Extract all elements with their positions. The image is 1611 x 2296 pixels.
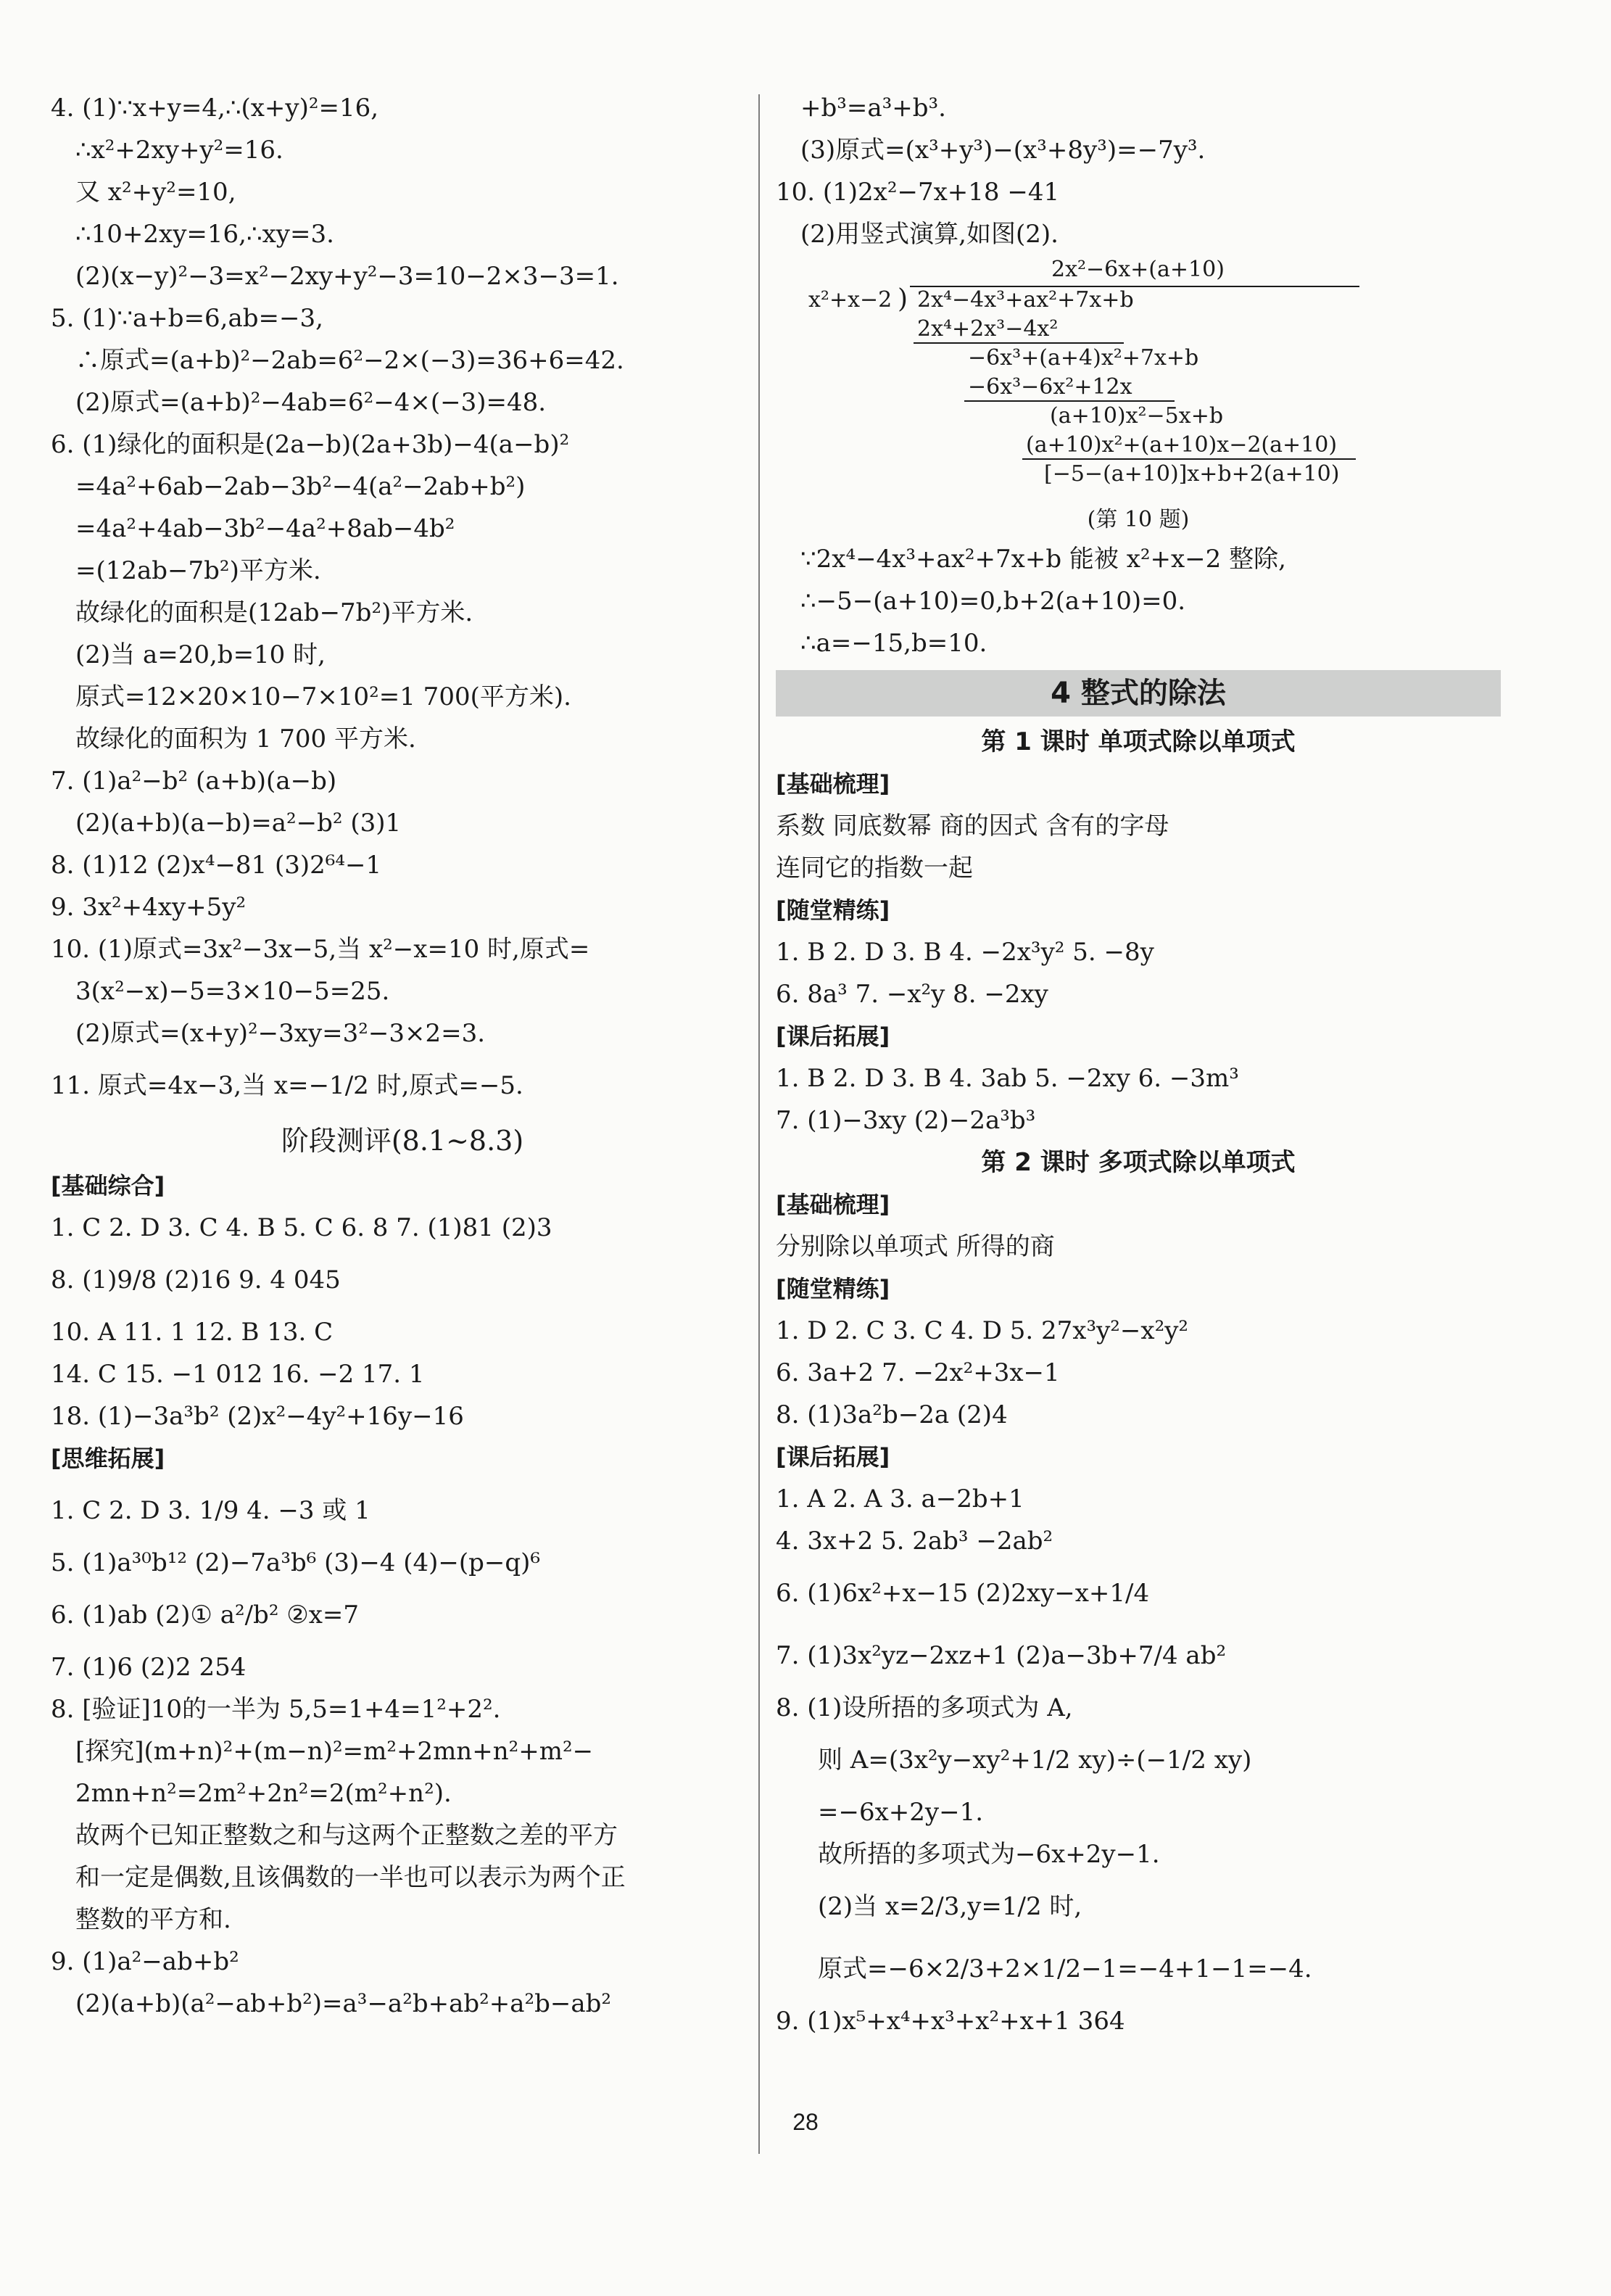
division-dividend: 2x⁴−4x³+ax²+7x+b <box>917 287 1134 313</box>
answer-line: 故绿化的面积是(12ab−7b²)平方米. <box>75 598 473 627</box>
answer-line: ∴a=−15,b=10. <box>800 629 987 658</box>
answer-line: 6. (1)绿化的面积是(2a−b)(2a+3b)−4(a−b)² <box>51 430 570 459</box>
after-class-label: [课后拓展] <box>776 1023 890 1050</box>
answer-line: (2)用竖式演算,如图(2). <box>800 220 1059 249</box>
answer-line: 14. C 15. −1 012 16. −2 17. 1 <box>51 1360 425 1389</box>
class-practice-label: [随堂精练] <box>776 1275 890 1302</box>
answer-line: 7. (1)3x²yz−2xz+1 (2)a−3b+7/4 ab² <box>776 1641 1227 1670</box>
answer-line: 5. (1)∵a+b=6,ab=−3, <box>51 304 323 333</box>
answer-line: =(12ab−7b²)平方米. <box>75 556 321 585</box>
lesson-title: 第 1 课时 单项式除以单项式 <box>981 727 1296 756</box>
basic-review-label: [基础梳理] <box>776 1191 890 1218</box>
answer-line: 10. A 11. 1 12. B 13. C <box>51 1318 334 1347</box>
answer-line: 8. (1)设所捂的多项式为 A, <box>776 1693 1073 1722</box>
answer-line: (2)原式=(x+y)²−3xy=3²−3×2=3. <box>75 1019 486 1048</box>
answer-line: (2)当 a=20,b=10 时, <box>75 640 326 669</box>
answer-line: =4a²+6ab−2ab−3b²−4(a²−2ab+b²) <box>75 472 526 501</box>
answer-line: ∴10+2xy=16,∴xy=3. <box>75 220 334 249</box>
answer-line: 4. 3x+2 5. 2ab³ −2ab² <box>776 1527 1053 1556</box>
answer-line: ∴x²+2xy+y²=16. <box>75 136 283 165</box>
answer-line: 5. (1)a³⁰b¹² (2)−7a³b⁶ (3)−4 (4)−(p−q)⁶ <box>51 1548 541 1577</box>
answer-line: 故所捂的多项式为−6x+2y−1. <box>818 1840 1160 1869</box>
answer-line: 原式=12×20×10−7×10²=1 700(平方米). <box>75 682 571 711</box>
answer-line: 7. (1)6 (2)2 254 <box>51 1653 247 1682</box>
answer-line: (2)(x−y)²−3=x²−2xy+y²−3=10−2×3−3=1. <box>75 262 619 291</box>
answer-line: 7. (1)−3xy (2)−2a³b³ <box>776 1106 1036 1135</box>
long-division-diagram <box>776 255 1501 502</box>
division-remainder: −6x³+(a+4)x²+7x+b <box>968 345 1199 371</box>
answer-line: (2)当 x=2/3,y=1/2 时, <box>818 1892 1082 1921</box>
answer-line: 1. C 2. D 3. C 4. B 5. C 6. 8 7. (1)81 (2)3 <box>51 1213 552 1242</box>
thinking-extension-label: [思维拓展] <box>51 1445 165 1472</box>
division-rule <box>914 342 1124 344</box>
division-rule <box>964 400 1175 402</box>
answer-line: 6. 8a³ 7. −x²y 8. −2xy <box>776 980 1048 1009</box>
basic-review-label: [基础梳理] <box>776 770 890 798</box>
answer-line: 11. 原式=4x−3,当 x=−1/2 时,原式=−5. <box>51 1071 523 1100</box>
answer-line: ∵2x⁴−4x³+ax²+7x+b 能被 x²+x−2 整除, <box>800 545 1286 574</box>
stage-test-title: 阶段测评(8.1~8.3) <box>281 1125 524 1157</box>
answer-line: 系数 同底数幂 商的因式 含有的字母 <box>776 812 1169 841</box>
division-step: (a+10)x²+(a+10)x−2(a+10) <box>1026 432 1338 458</box>
answer-line: [探究](m+n)²+(m−n)²=m²+2mn+n²+m²− <box>75 1737 594 1766</box>
answer-line: =4a²+4ab−3b²−4a²+8ab−4b² <box>75 514 455 543</box>
division-step: 2x⁴+2x³−4x² <box>917 316 1059 342</box>
answer-line: 原式=−6×2/3+2×1/2−1=−4+1−1=−4. <box>818 1954 1312 1983</box>
class-practice-label: [随堂精练] <box>776 896 890 924</box>
answer-line: 8. (1)12 (2)x⁴−81 (3)2⁶⁴−1 <box>51 851 382 880</box>
answer-line: 整数的平方和. <box>75 1905 231 1934</box>
division-step: −6x³−6x²+12x <box>968 374 1132 400</box>
left-column <box>51 87 754 2025</box>
answer-line: 8. (1)9/8 (2)16 9. 4 045 <box>51 1265 341 1294</box>
answer-line: ∴原式=(a+b)²−2ab=6²−2×(−3)=36+6=42. <box>75 346 624 375</box>
answer-line: 分别除以单项式 所得的商 <box>776 1232 1055 1261</box>
answer-line: 7. (1)a²−b² (a+b)(a−b) <box>51 767 337 796</box>
answer-block-4-11 <box>51 87 754 1117</box>
right-column <box>776 87 1501 2042</box>
answer-line: 18. (1)−3a³b² (2)x²−4y²+16y−16 <box>51 1402 464 1431</box>
figure-caption: (第 10 题) <box>1087 507 1190 532</box>
answer-line: (2)(a+b)(a−b)=a²−b² (3)1 <box>75 809 402 838</box>
page-number: 28 <box>792 2109 819 2135</box>
answer-line: 9. 3x²+4xy+5y² <box>51 893 247 922</box>
division-quotient: 2x²−6x+(a+10) <box>1051 257 1225 282</box>
answer-line: 1. B 2. D 3. B 4. 3ab 5. −2xy 6. −3m³ <box>776 1064 1239 1093</box>
answer-line: 10. (1)2x²−7x+18 −41 <box>776 178 1060 207</box>
answer-line: (2)原式=(a+b)²−4ab=6²−4×(−3)=48. <box>75 388 547 417</box>
lesson-title: 第 2 课时 多项式除以单项式 <box>981 1148 1296 1177</box>
basic-comprehensive-label: [基础综合] <box>51 1172 165 1199</box>
answer-line: 4. (1)∵x+y=4,∴(x+y)²=16, <box>51 94 379 123</box>
answer-line: 8. (1)3a²b−2a (2)4 <box>776 1400 1008 1429</box>
answer-line: 10. (1)原式=3x²−3x−5,当 x²−x=10 时,原式= <box>51 935 590 964</box>
answer-line: 9. (1)x⁵+x⁴+x³+x²+x+1 364 <box>776 2007 1125 2036</box>
answer-line: 6. (1)ab (2)① a²/b² ②x=7 <box>51 1601 360 1630</box>
answer-line: =−6x+2y−1. <box>818 1798 984 1827</box>
answer-line: 和一定是偶数,且该偶数的一半也可以表示为两个正 <box>75 1863 626 1892</box>
division-remainder: [−5−(a+10)]x+b+2(a+10) <box>1044 461 1340 487</box>
after-class-label: [课后拓展] <box>776 1443 890 1471</box>
answer-line: 连同它的指数一起 <box>776 854 973 883</box>
answer-line: 故两个已知正整数之和与这两个正整数之差的平方 <box>75 1821 618 1850</box>
answer-line: 1. B 2. D 3. B 4. −2x³y² 5. −8y <box>776 938 1154 967</box>
answer-line: 6. (1)6x²+x−15 (2)2xy−x+1/4 <box>776 1579 1150 1608</box>
division-rule <box>1022 458 1356 460</box>
section-title: 4 整式的除法 <box>776 670 1501 717</box>
answer-line: (2)(a+b)(a²−ab+b²)=a³−a²b+ab²+a²b−ab² <box>75 1989 612 2018</box>
column-divider <box>758 94 760 2154</box>
answer-line: 故绿化的面积为 1 700 平方米. <box>75 724 416 753</box>
division-divisor: x²+x−2 <box>808 287 893 313</box>
answer-line: 3(x²−x)−5=3×10−5=25. <box>75 977 390 1006</box>
answer-line: 2mn+n²=2m²+2n²=2(m²+n²). <box>75 1779 452 1808</box>
answer-line: 1. D 2. C 3. C 4. D 5. 27x³y²−x²y² <box>776 1316 1189 1345</box>
answer-line: 1. C 2. D 3. 1/9 4. −3 或 1 <box>51 1496 370 1525</box>
division-remainder: (a+10)x²−5x+b <box>1050 403 1224 429</box>
answer-line: +b³=a³+b³. <box>800 94 946 123</box>
division-bracket: ) <box>898 284 908 314</box>
answer-line: 1. A 2. A 3. a−2b+1 <box>776 1484 1024 1514</box>
answer-line: 6. 3a+2 7. −2x²+3x−1 <box>776 1358 1060 1387</box>
answer-line: 则 A=(3x²y−xy²+1/2 xy)÷(−1/2 xy) <box>818 1746 1252 1775</box>
answer-line: 8. [验证]10的一半为 5,5=1+4=1²+2². <box>51 1695 501 1724</box>
answer-line: (3)原式=(x³+y³)−(x³+8y³)=−7y³. <box>800 136 1206 165</box>
answer-line: ∴−5−(a+10)=0,b+2(a+10)=0. <box>800 587 1186 616</box>
answer-line: 又 x²+y²=10, <box>75 178 236 207</box>
answer-line: 9. (1)a²−ab+b² <box>51 1947 239 1976</box>
